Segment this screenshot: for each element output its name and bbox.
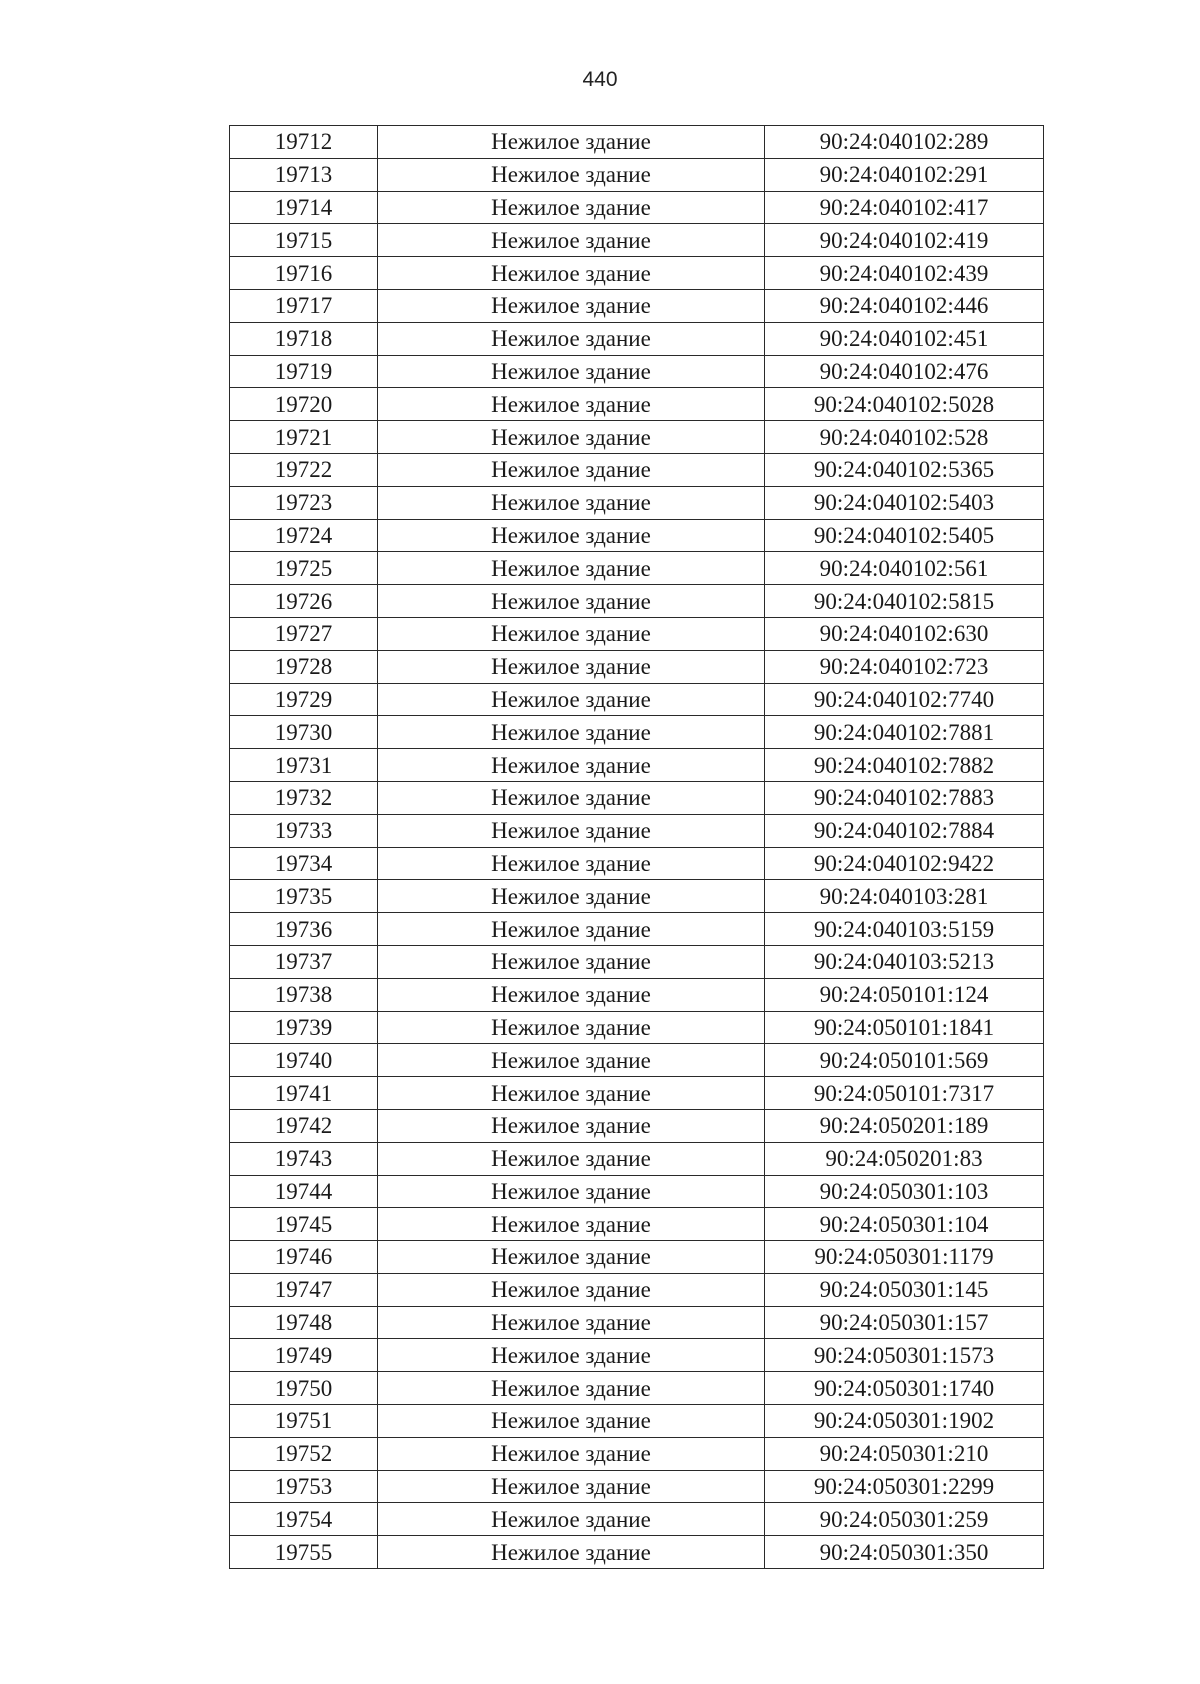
cadastral-number-cell: 90:24:040102:5365: [765, 453, 1044, 486]
cadastral-number-cell: 90:24:050301:104: [765, 1208, 1044, 1241]
cadastral-number-cell: 90:24:050101:1841: [765, 1011, 1044, 1044]
table-row: [230, 617, 1044, 650]
cadastral-number-cell: 90:24:040102:7882: [765, 749, 1044, 782]
cadastral-number-cell: 90:24:040103:5159: [765, 913, 1044, 946]
cadastral-number-cell: 90:24:050301:157: [765, 1306, 1044, 1339]
object-type-cell: Нежилое здание: [378, 650, 765, 683]
object-type-cell: Нежилое здание: [378, 421, 765, 454]
table-row: [230, 486, 1044, 519]
row-number-cell: 19744: [230, 1175, 378, 1208]
table-row: [230, 257, 1044, 290]
table-row: [230, 289, 1044, 322]
table-row: [230, 1536, 1044, 1569]
table-row: [230, 224, 1044, 257]
cadastral-number-cell: 90:24:040103:281: [765, 880, 1044, 913]
table-row: [230, 1273, 1044, 1306]
row-number-cell: 19750: [230, 1372, 378, 1405]
object-type-cell: Нежилое здание: [378, 322, 765, 355]
cadastral-number-cell: 90:24:050201:189: [765, 1109, 1044, 1142]
object-type-cell: Нежилое здание: [378, 847, 765, 880]
row-number-cell: 19730: [230, 716, 378, 749]
row-number-cell: 19732: [230, 781, 378, 814]
table-row: [230, 1437, 1044, 1470]
object-type-cell: Нежилое здание: [378, 716, 765, 749]
table-row: [230, 1208, 1044, 1241]
table-row: [230, 1372, 1044, 1405]
object-type-cell: Нежилое здание: [378, 749, 765, 782]
cadastral-number-cell: 90:24:050301:350: [765, 1536, 1044, 1569]
cadastral-number-cell: 90:24:040102:7740: [765, 683, 1044, 716]
table-row: [230, 421, 1044, 454]
object-type-cell: Нежилое здание: [378, 1011, 765, 1044]
table-row: [230, 585, 1044, 618]
table-row: [230, 1142, 1044, 1175]
cadastral-number-cell: 90:24:040102:7883: [765, 781, 1044, 814]
object-type-cell: Нежилое здание: [378, 781, 765, 814]
cadastral-number-cell: 90:24:040102:476: [765, 355, 1044, 388]
registry-table-body: [230, 126, 1044, 1569]
object-type-cell: Нежилое здание: [378, 683, 765, 716]
row-number-cell: 19752: [230, 1437, 378, 1470]
cadastral-number-cell: 90:24:040102:446: [765, 289, 1044, 322]
table-row: [230, 781, 1044, 814]
object-type-cell: Нежилое здание: [378, 257, 765, 290]
object-type-cell: Нежилое здание: [378, 1241, 765, 1274]
row-number-cell: 19733: [230, 814, 378, 847]
table-row: [230, 191, 1044, 224]
cadastral-number-cell: 90:24:040102:528: [765, 421, 1044, 454]
cadastral-number-cell: 90:24:050201:83: [765, 1142, 1044, 1175]
object-type-cell: Нежилое здание: [378, 1437, 765, 1470]
row-number-cell: 19717: [230, 289, 378, 322]
row-number-cell: 19754: [230, 1503, 378, 1536]
cadastral-number-cell: 90:24:040102:5815: [765, 585, 1044, 618]
row-number-cell: 19751: [230, 1405, 378, 1438]
table-row: [230, 847, 1044, 880]
row-number-cell: 19747: [230, 1273, 378, 1306]
row-number-cell: 19720: [230, 388, 378, 421]
table-row: [230, 322, 1044, 355]
object-type-cell: Нежилое здание: [378, 1503, 765, 1536]
table-row: [230, 1405, 1044, 1438]
table-row: [230, 1109, 1044, 1142]
object-type-cell: Нежилое здание: [378, 355, 765, 388]
cadastral-number-cell: 90:24:040102:289: [765, 126, 1044, 159]
row-number-cell: 19738: [230, 978, 378, 1011]
row-number-cell: 19737: [230, 945, 378, 978]
row-number-cell: 19741: [230, 1077, 378, 1110]
cadastral-number-cell: 90:24:050101:7317: [765, 1077, 1044, 1110]
object-type-cell: Нежилое здание: [378, 388, 765, 421]
row-number-cell: 19731: [230, 749, 378, 782]
table-row: [230, 355, 1044, 388]
cadastral-number-cell: 90:24:050301:145: [765, 1273, 1044, 1306]
table-row: [230, 814, 1044, 847]
object-type-cell: Нежилое здание: [378, 1175, 765, 1208]
object-type-cell: Нежилое здание: [378, 1044, 765, 1077]
row-number-cell: 19735: [230, 880, 378, 913]
cadastral-number-cell: 90:24:050101:569: [765, 1044, 1044, 1077]
row-number-cell: 19721: [230, 421, 378, 454]
table-row: [230, 552, 1044, 585]
cadastral-number-cell: 90:24:050301:1573: [765, 1339, 1044, 1372]
cadastral-number-cell: 90:24:050301:259: [765, 1503, 1044, 1536]
table-row: [230, 388, 1044, 421]
object-type-cell: Нежилое здание: [378, 486, 765, 519]
row-number-cell: 19753: [230, 1470, 378, 1503]
cadastral-number-cell: 90:24:040102:417: [765, 191, 1044, 224]
cadastral-number-cell: 90:24:040102:9422: [765, 847, 1044, 880]
cadastral-number-cell: 90:24:050301:1902: [765, 1405, 1044, 1438]
table-row: [230, 1241, 1044, 1274]
object-type-cell: Нежилое здание: [378, 1339, 765, 1372]
row-number-cell: 19716: [230, 257, 378, 290]
table-row: [230, 1306, 1044, 1339]
row-number-cell: 19725: [230, 552, 378, 585]
cadastral-number-cell: 90:24:040102:451: [765, 322, 1044, 355]
table-row: [230, 1044, 1044, 1077]
table-row: [230, 978, 1044, 1011]
table-row: [230, 1175, 1044, 1208]
cadastral-number-cell: 90:24:040102:439: [765, 257, 1044, 290]
row-number-cell: 19743: [230, 1142, 378, 1175]
cadastral-number-cell: 90:24:040102:630: [765, 617, 1044, 650]
cadastral-number-cell: 90:24:040102:723: [765, 650, 1044, 683]
object-type-cell: Нежилое здание: [378, 1372, 765, 1405]
cadastral-number-cell: 90:24:050301:210: [765, 1437, 1044, 1470]
row-number-cell: 19722: [230, 453, 378, 486]
object-type-cell: Нежилое здание: [378, 519, 765, 552]
cadastral-number-cell: 90:24:040102:561: [765, 552, 1044, 585]
cadastral-number-cell: 90:24:050101:124: [765, 978, 1044, 1011]
object-type-cell: Нежилое здание: [378, 1306, 765, 1339]
row-number-cell: 19723: [230, 486, 378, 519]
table-row: [230, 716, 1044, 749]
object-type-cell: Нежилое здание: [378, 1109, 765, 1142]
object-type-cell: Нежилое здание: [378, 289, 765, 322]
table-row: [230, 913, 1044, 946]
row-number-cell: 19712: [230, 126, 378, 159]
row-number-cell: 19713: [230, 158, 378, 191]
cadastral-number-cell: 90:24:050301:2299: [765, 1470, 1044, 1503]
object-type-cell: Нежилое здание: [378, 1405, 765, 1438]
table-row: [230, 1503, 1044, 1536]
registry-table: [229, 125, 1044, 1569]
table-row: [230, 749, 1044, 782]
row-number-cell: 19736: [230, 913, 378, 946]
object-type-cell: Нежилое здание: [378, 1470, 765, 1503]
object-type-cell: Нежилое здание: [378, 1077, 765, 1110]
row-number-cell: 19745: [230, 1208, 378, 1241]
cadastral-number-cell: 90:24:040102:419: [765, 224, 1044, 257]
page-number: 440: [582, 68, 618, 91]
table-row: [230, 650, 1044, 683]
object-type-cell: Нежилое здание: [378, 617, 765, 650]
table-row: [230, 519, 1044, 552]
row-number-cell: 19734: [230, 847, 378, 880]
registry-table-container: [229, 125, 1043, 1569]
object-type-cell: Нежилое здание: [378, 1536, 765, 1569]
row-number-cell: 19728: [230, 650, 378, 683]
object-type-cell: Нежилое здание: [378, 224, 765, 257]
object-type-cell: Нежилое здание: [378, 913, 765, 946]
table-row: [230, 880, 1044, 913]
cadastral-number-cell: 90:24:050301:103: [765, 1175, 1044, 1208]
row-number-cell: 19729: [230, 683, 378, 716]
cadastral-number-cell: 90:24:050301:1179: [765, 1241, 1044, 1274]
row-number-cell: 19719: [230, 355, 378, 388]
row-number-cell: 19715: [230, 224, 378, 257]
table-row: [230, 1077, 1044, 1110]
table-row: [230, 1011, 1044, 1044]
cadastral-number-cell: 90:24:050301:1740: [765, 1372, 1044, 1405]
table-row: [230, 453, 1044, 486]
cadastral-number-cell: 90:24:040102:291: [765, 158, 1044, 191]
cadastral-number-cell: 90:24:040102:5028: [765, 388, 1044, 421]
row-number-cell: 19740: [230, 1044, 378, 1077]
row-number-cell: 19727: [230, 617, 378, 650]
row-number-cell: 19748: [230, 1306, 378, 1339]
object-type-cell: Нежилое здание: [378, 1273, 765, 1306]
cadastral-number-cell: 90:24:040102:5405: [765, 519, 1044, 552]
object-type-cell: Нежилое здание: [378, 158, 765, 191]
row-number-cell: 19742: [230, 1109, 378, 1142]
object-type-cell: Нежилое здание: [378, 945, 765, 978]
object-type-cell: Нежилое здание: [378, 585, 765, 618]
cadastral-number-cell: 90:24:040102:7884: [765, 814, 1044, 847]
object-type-cell: Нежилое здание: [378, 1208, 765, 1241]
object-type-cell: Нежилое здание: [378, 552, 765, 585]
table-row: [230, 126, 1044, 159]
row-number-cell: 19746: [230, 1241, 378, 1274]
table-row: [230, 158, 1044, 191]
row-number-cell: 19714: [230, 191, 378, 224]
row-number-cell: 19726: [230, 585, 378, 618]
object-type-cell: Нежилое здание: [378, 1142, 765, 1175]
object-type-cell: Нежилое здание: [378, 126, 765, 159]
row-number-cell: 19718: [230, 322, 378, 355]
object-type-cell: Нежилое здание: [378, 814, 765, 847]
table-row: [230, 1339, 1044, 1372]
table-row: [230, 1470, 1044, 1503]
object-type-cell: Нежилое здание: [378, 880, 765, 913]
object-type-cell: Нежилое здание: [378, 978, 765, 1011]
row-number-cell: 19739: [230, 1011, 378, 1044]
cadastral-number-cell: 90:24:040102:7881: [765, 716, 1044, 749]
object-type-cell: Нежилое здание: [378, 191, 765, 224]
row-number-cell: 19755: [230, 1536, 378, 1569]
cadastral-number-cell: 90:24:040103:5213: [765, 945, 1044, 978]
row-number-cell: 19749: [230, 1339, 378, 1372]
table-row: [230, 683, 1044, 716]
object-type-cell: Нежилое здание: [378, 453, 765, 486]
table-row: [230, 945, 1044, 978]
row-number-cell: 19724: [230, 519, 378, 552]
cadastral-number-cell: 90:24:040102:5403: [765, 486, 1044, 519]
